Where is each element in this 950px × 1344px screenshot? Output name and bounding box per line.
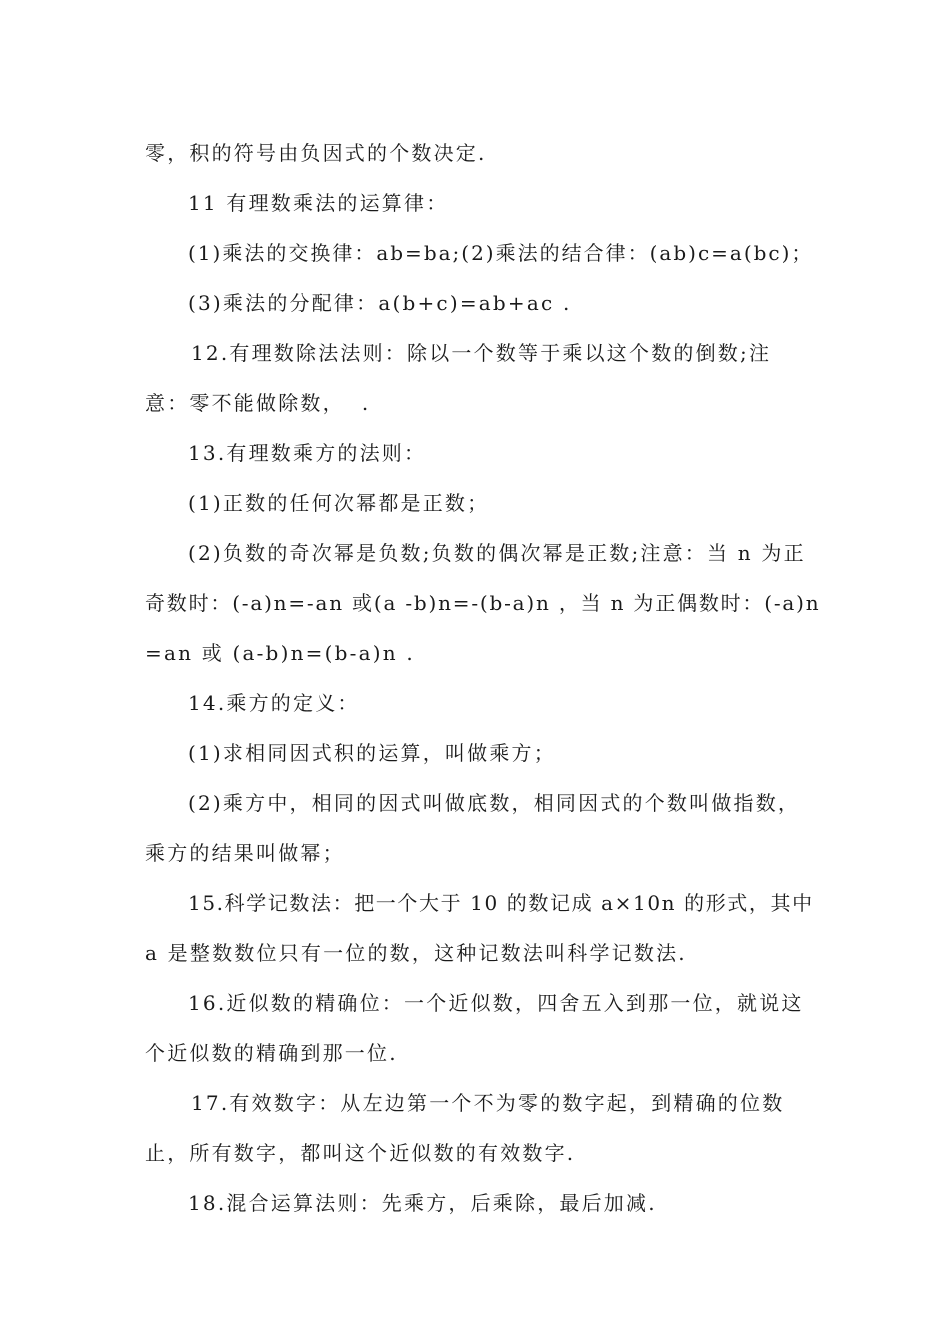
text-line: (1)求相同因式积的运算，叫做乘方；	[188, 741, 556, 765]
text-line: (1)正数的任何次幂都是正数；	[188, 491, 490, 515]
text-line: 乘方的结果叫做幂；	[145, 841, 345, 865]
text-line: 14.乘方的定义：	[188, 691, 360, 715]
text-line: 16.近似数的精确位：一个近似数，四舍五入到那一位，就说这	[188, 991, 804, 1015]
text-line: 11 有理数乘法的运算律：	[188, 191, 449, 215]
text-line: 18.混合运算法则：先乘方，后乘除，最后加减.	[188, 1191, 657, 1215]
text-line: 17.有效数字：从左边第一个不为零的数字起，到精确的位数	[191, 1091, 785, 1115]
text-line: 12.有理数除法法则：除以一个数等于乘以这个数的倒数;注	[191, 341, 772, 365]
text-line: 奇数时：(-a)n=-an 或(a -b)n=-(b-a)n ，当 n 为正偶数时：(-a)n	[145, 591, 821, 615]
text-line: 止，所有数字，都叫这个近似数的有效数字.	[145, 1141, 576, 1165]
text-line: a 是整数数位只有一位的数，这种记数法叫科学记数法.	[145, 941, 687, 965]
text-line: 意：零不能做除数， .	[145, 391, 371, 415]
text-line: 零，积的符号由负因式的个数决定.	[145, 141, 487, 165]
text-line: (3)乘法的分配律：a(b+c)=ab+ac .	[188, 291, 572, 315]
text-line: 13.有理数乘方的法则：	[188, 441, 427, 465]
text-line: (2)负数的奇次幂是负数;负数的偶次幂是正数;注意：当 n 为正	[188, 541, 806, 565]
text-line: 15.科学记数法：把一个大于 10 的数记成 a×10n 的形式，其中	[188, 891, 814, 915]
text-line: 个近似数的精确到那一位.	[145, 1041, 398, 1065]
text-line: (2)乘方中，相同的因式叫做底数，相同因式的个数叫做指数，	[188, 791, 801, 815]
text-line: =an 或 (a-b)n=(b-a)n .	[145, 641, 415, 665]
text-line: (1)乘法的交换律：ab=ba;(2)乘法的结合律：(ab)c=a(bc)；	[188, 241, 814, 265]
